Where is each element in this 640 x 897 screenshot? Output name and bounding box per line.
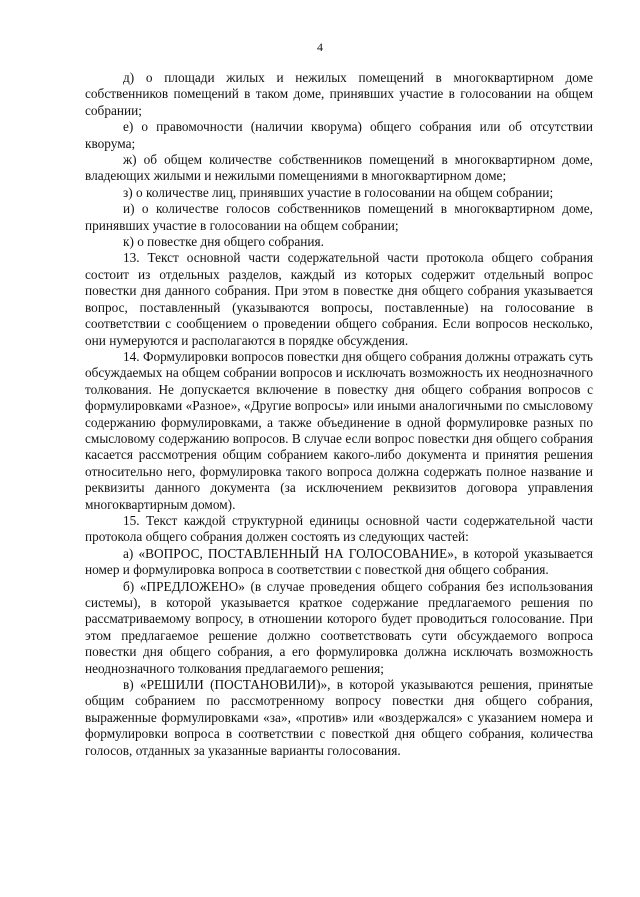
paragraph-d-area: д) о площади жилых и нежилых помещений в многоквартирном доме собственников помещений в таком доме, принявших участие в голосовании на общем собрании;: [85, 70, 593, 118]
paragraph-15a: а) «ВОПРОС, ПОСТАВЛЕННЫЙ НА ГОЛОСОВАНИЕ», в которой указывается номер и формулировка вопроса в соответствии с повесткой дня общего собрания.: [85, 545, 593, 578]
paragraph-z-participants-count: з) о количестве лиц, принявших участие в голосовании на общем собрании;: [123, 184, 554, 200]
paragraph-14: 14. Формулировки вопросов повестки дня общего собрания должны отражать суть обсуждаемых на общем собрании вопросов и исключать возможность их неоднозначного толкования. Не допускается включение в повестку дня общего собрания вопросов с формулировками «Разное», «Другие вопросы» или иными аналогичными по смысловому содержанию формулировками, а также объединение в одной формулировке разных по смысловому содержанию вопросов. В случае если вопрос повестки дня общего собрания касается рассмотрения общим собранием какого-либо документа и принятия решения относительно него, формулировка такого вопроса должна содержать полное название и реквизиты данного документа (за исключением реквизитов договора управления многоквартирным домом).: [85, 348, 593, 512]
paragraph-e-quorum: е) о правомочности (наличии кворума) общего собрания или об отсутствии кворума;: [85, 119, 593, 151]
paragraph-i-votes-count: и) о количестве голосов собственников помещений в многоквартирном доме, принявших участие в голосовании на общем собрании;: [85, 201, 593, 233]
paragraph-15v: в) «РЕШИЛИ (ПОСТАНОВИЛИ)», в которой указываются решения, принятые общим собранием по рассмотренному вопросу повестки дня общего собрания, выраженные формулировками «за», «против» или «воздержался» с указанием номера и формулировки вопроса в соответствии с повесткой дня общего собрания, количества голосов, отданных за указанные варианты голосования.: [85, 677, 593, 758]
page-number: 4: [317, 40, 323, 54]
paragraph-k-agenda: к) о повестке дня общего собрания.: [123, 234, 324, 250]
paragraph-15: 15. Текст каждой структурной единицы основной части содержательной части протокола общего собрания должен состоять из следующих частей:: [85, 512, 593, 545]
document-body: [85, 70, 593, 759]
paragraph-13: 13. Текст основной части содержательной части протокола общего собрания состоит из отдельных разделов, каждый из которых содержит отдельный вопрос повестки дня данного собрания. При этом в повестке дня общего собрания указывается вопрос, поставленный (указываются вопросы, поставленные) на голосование в соответствии с сообщением о проведении общего собрания. Если вопросов несколько, они нумеруются и располагаются в порядке обсуждения.: [85, 250, 593, 348]
paragraph-15b: б) «ПРЕДЛОЖЕНО» (в случае проведения общего собрания без использования системы), в которой указывается краткое содержание предлагаемого решения по рассматриваемому вопросу, в отношении которого будет проводиться голосование. При этом предлагаемое решение должно соответствовать сути обсуждаемого вопроса повестки дня общего собрания, а его формулировка должна исключать возможность неоднозначного толкования предлагаемого решения;: [85, 578, 593, 676]
paragraph-zh-owners-count: ж) об общем количестве собственников помещений в многоквартирном доме, владеющих жилыми и нежилыми помещениями в многоквартирном доме;: [85, 152, 593, 184]
